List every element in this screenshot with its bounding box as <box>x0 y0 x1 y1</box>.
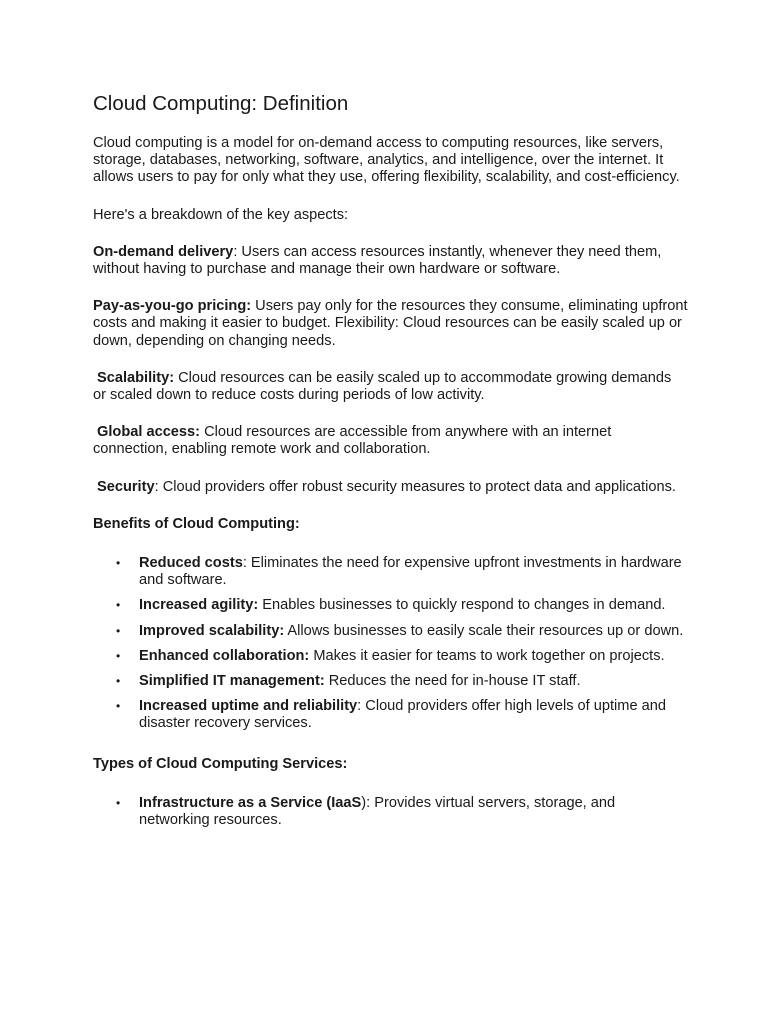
aspect-text: Cloud resources are accessible from anywhere with an internet connection, enabling remote work and collaboration. <box>93 424 612 458</box>
list-item-text: ): Provides virtual servers, storage, and networking resources. <box>139 794 616 829</box>
intro-paragraph: Cloud computing is a model for on-demand access to computing resources, like servers, storage, databases, networking, software, analytics, and intelligence, over the internet. It allows users to pay for only what they use, offering flexibility, scalability, and cost-efficiency. <box>93 135 680 186</box>
aspect-text: Users pay only for the resources they consume, eliminating upfront costs and making it easier to budget. Flexibility: Cloud resources can be easily scaled up or down, depending on changing needs. <box>93 298 688 349</box>
list-item <box>93 795 688 829</box>
types-list <box>93 795 688 829</box>
list-item-text: : Cloud providers offer high levels of uptime and disaster recovery services. <box>139 698 666 732</box>
list-item-text: Makes it easier for teams to work together on projects. <box>309 647 665 664</box>
aspect-pay-as-you-go <box>93 298 688 350</box>
list-item-term: Increased uptime and reliability <box>139 698 358 715</box>
list-item-text: Allows businesses to easily scale their resources up or down. <box>284 622 684 639</box>
list-item-text: Reduces the need for in-house IT staff. <box>324 673 581 690</box>
aspect-scalability <box>93 370 688 404</box>
list-item-term: Increased agility: <box>139 597 259 614</box>
list-item <box>93 597 688 614</box>
benefits-list <box>93 555 688 733</box>
bullet-icon: • <box>116 598 121 613</box>
bullet-icon: • <box>116 648 121 663</box>
aspect-term: Global access: <box>97 424 201 441</box>
aspect-security <box>93 479 688 496</box>
aspect-text: : Cloud providers offer robust security measures to protect data and applications. <box>154 478 676 495</box>
list-item <box>93 698 688 732</box>
benefits-heading: Benefits of Cloud Computing: <box>93 515 300 532</box>
aspect-global-access <box>93 424 688 458</box>
aspect-term: Pay-as-you-go pricing: <box>93 298 252 315</box>
bullet-icon: • <box>116 556 121 571</box>
bullet-icon: • <box>116 699 121 714</box>
bullet-icon: • <box>116 795 121 810</box>
aspect-on-demand <box>93 244 688 278</box>
list-item-text: Enables businesses to quickly respond to changes in demand. <box>258 597 666 614</box>
list-item-term: Enhanced collaboration: <box>139 647 310 664</box>
list-item-term: Improved scalability: <box>139 622 285 639</box>
list-item-term: Reduced costs <box>139 555 243 572</box>
list-item-term: Infrastructure as a Service (IaaS <box>139 794 362 811</box>
types-heading: Types of Cloud Computing Services: <box>93 755 348 772</box>
aspect-term: Scalability: <box>97 369 175 386</box>
aspect-text: Cloud resources can be easily scaled up to accommodate growing demands or scaled down to reduce costs during periods of low activity. <box>93 369 672 404</box>
aspect-term: Security <box>97 478 155 495</box>
list-item <box>93 648 688 665</box>
list-item <box>93 555 688 589</box>
document-title: Cloud Computing: Definition <box>93 92 349 115</box>
bullet-icon: • <box>116 674 121 689</box>
list-item <box>93 673 688 690</box>
list-item-term: Simplified IT management: <box>139 673 325 690</box>
aspect-term: On-demand delivery <box>93 243 234 260</box>
list-item-text: : Eliminates the need for expensive upfront investments in hardware and software. <box>139 555 682 589</box>
breakdown-paragraph: Here's a breakdown of the key aspects: <box>93 206 349 223</box>
aspect-text: : Users can access resources instantly, whenever they need them, without having to purchase and manage their own hardware or software. <box>93 243 662 278</box>
list-item <box>93 623 688 640</box>
bullet-icon: • <box>116 623 121 638</box>
